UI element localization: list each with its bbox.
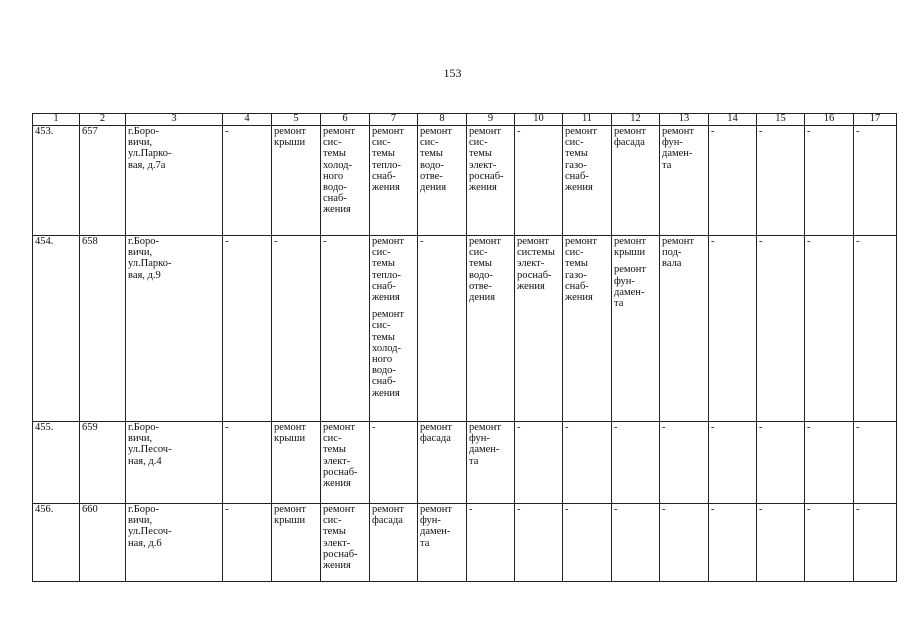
work-item-line: ремонт (469, 236, 502, 247)
work-item-line: тепло- (372, 269, 401, 281)
work-item-line: сис- (323, 433, 342, 445)
work-item-line: фун- (469, 433, 490, 445)
work-item-line: холод- (372, 342, 401, 354)
work-item-line: фасада (372, 515, 403, 527)
column-header: 3 (126, 114, 223, 126)
column-header: 2 (80, 114, 126, 126)
work-item (614, 264, 657, 309)
empty-dash: - (709, 504, 757, 582)
work-item-line: ремонт (662, 126, 695, 137)
work-item-line: ремонт (469, 422, 502, 433)
address-line: ул.Парко- (128, 258, 172, 270)
work-item-line: крыши (274, 515, 306, 527)
work-item-line: отве- (469, 280, 492, 292)
work-item-line: темы (372, 258, 395, 270)
work-item (469, 236, 512, 303)
work-item-line: снаб- (372, 280, 396, 292)
work-item-line: водо- (372, 365, 396, 377)
work-item-line: та (420, 537, 430, 549)
table-row (33, 236, 897, 422)
work-item-line: та (662, 159, 672, 171)
work-item-line: сис- (420, 137, 439, 149)
work-item-line: жения (323, 560, 351, 572)
empty-dash: - (854, 422, 897, 504)
address-line: вичи, (128, 433, 153, 445)
work-cell (467, 422, 515, 504)
work-item-line: та (614, 298, 624, 310)
work-item-line: жения (517, 280, 545, 292)
column-header: 17 (854, 114, 897, 126)
empty-dash: - (223, 504, 272, 582)
work-item (274, 422, 318, 444)
empty-dash: - (709, 422, 757, 504)
work-item-line: ремонт (517, 236, 550, 247)
work-item-line: сис- (469, 247, 488, 259)
empty-dash: - (272, 236, 321, 422)
address-line: г.Боро- (128, 422, 160, 433)
work-item-line: ремонт (372, 504, 405, 515)
work-cell (370, 504, 418, 582)
column-header: 10 (515, 114, 563, 126)
work-item-line: вала (662, 258, 682, 270)
table-row (33, 504, 897, 582)
work-item-line: темы (372, 331, 395, 343)
work-item (662, 126, 706, 171)
work-item-line: темы (469, 258, 492, 270)
work-item (420, 422, 464, 444)
work-cell (660, 236, 709, 422)
empty-dash: - (223, 126, 272, 236)
empty-dash: - (757, 126, 805, 236)
work-item-line: элект- (323, 455, 351, 467)
work-item-line: газо- (565, 159, 587, 171)
work-item (565, 126, 609, 193)
work-item-line: дения (420, 182, 447, 194)
work-item-line: ного (323, 170, 344, 182)
column-header: 8 (418, 114, 467, 126)
address-cell (126, 504, 223, 582)
work-item (372, 236, 415, 303)
work-item-line: снаб- (565, 170, 589, 182)
work-item (323, 422, 367, 489)
work-cell (272, 126, 321, 236)
address-cell (126, 126, 223, 236)
header-row (33, 114, 897, 126)
work-item-line: ремонт (274, 504, 307, 515)
work-item-line: ремонт (274, 126, 307, 137)
work-item-line: ремонт (323, 126, 356, 137)
work-item (662, 236, 706, 270)
work-item-line: дамен- (662, 148, 693, 160)
work-item (469, 422, 512, 467)
work-item-line: сис- (469, 137, 488, 149)
empty-dash: - (805, 236, 854, 422)
work-item-line: отве- (420, 170, 443, 182)
work-item (372, 309, 415, 399)
work-item (469, 126, 512, 193)
address-line: ная, д.6 (128, 537, 162, 549)
work-item-line: ремонт (420, 504, 453, 515)
column-header: 13 (660, 114, 709, 126)
work-item-line: ремонт (614, 264, 647, 276)
work-cell (370, 126, 418, 236)
work-cell (321, 126, 370, 236)
work-item (614, 126, 657, 148)
empty-dash: - (709, 126, 757, 236)
work-item-line: фун- (420, 515, 441, 527)
column-header: 15 (757, 114, 805, 126)
work-item-line: крыши (274, 433, 306, 445)
work-item-line: элект- (517, 258, 545, 270)
work-item-line: ремонт (372, 126, 405, 137)
work-item-line: ремонт (274, 422, 307, 433)
column-header: 9 (467, 114, 515, 126)
empty-dash: - (467, 504, 515, 582)
work-item-line: ремонт (614, 126, 647, 137)
work-item (323, 504, 367, 571)
work-item (614, 236, 657, 258)
row-number: 453. (33, 126, 80, 236)
work-item-line: ремонт (323, 504, 356, 515)
column-header: 7 (370, 114, 418, 126)
work-item-line: газо- (565, 269, 587, 281)
work-item-line: ремонт (662, 236, 695, 247)
empty-dash: - (563, 422, 612, 504)
work-cell (321, 504, 370, 582)
row-number: 456. (33, 504, 80, 582)
repair-schedule-table (32, 113, 897, 582)
work-item-line: жения (323, 204, 351, 216)
work-item-line: темы (469, 148, 492, 160)
work-cell (272, 504, 321, 582)
work-item-line: дения (469, 292, 496, 304)
work-item-line: ремонт (469, 126, 502, 137)
row-code: 660 (80, 504, 126, 582)
empty-dash: - (805, 504, 854, 582)
work-item-line: ремонт (372, 236, 405, 247)
empty-dash: - (757, 504, 805, 582)
work-item-line: дамен- (420, 526, 451, 538)
address-line: ул.Песоч- (128, 444, 172, 456)
work-cell (418, 126, 467, 236)
work-item-line: жения (565, 292, 593, 304)
work-cell (660, 126, 709, 236)
work-item-line: темы (565, 148, 588, 160)
address-cell (126, 422, 223, 504)
address-line: вичи, (128, 137, 153, 149)
address-line: г.Боро- (128, 236, 160, 247)
work-item (274, 126, 318, 148)
column-header: 1 (33, 114, 80, 126)
work-item-line: водо- (469, 269, 493, 281)
work-item-line: сис- (372, 247, 391, 259)
work-item (565, 236, 609, 303)
empty-dash: - (709, 236, 757, 422)
work-item-line: темы (372, 148, 395, 160)
work-item-line: ремонт (614, 236, 647, 247)
row-code: 657 (80, 126, 126, 236)
empty-dash: - (515, 126, 563, 236)
work-cell (612, 236, 660, 422)
work-item-line: элект- (469, 159, 497, 171)
row-number: 454. (33, 236, 80, 422)
empty-dash: - (805, 422, 854, 504)
empty-dash: - (854, 236, 897, 422)
empty-dash: - (757, 236, 805, 422)
work-item-line: сис- (323, 137, 342, 149)
work-cell (370, 236, 418, 422)
work-item-line: крыши (274, 137, 306, 149)
empty-dash: - (223, 422, 272, 504)
work-cell (612, 126, 660, 236)
work-cell (515, 236, 563, 422)
work-item-line: ремонт (372, 309, 405, 321)
address-cell (126, 236, 223, 422)
work-item-line: водо- (420, 159, 444, 171)
work-cell (272, 422, 321, 504)
work-item-line: сис- (565, 247, 584, 259)
column-header: 16 (805, 114, 854, 126)
address-line: г.Боро- (128, 504, 160, 515)
row-code: 659 (80, 422, 126, 504)
column-header: 6 (321, 114, 370, 126)
work-item-line: крыши (614, 247, 646, 259)
address-line: вичи, (128, 515, 153, 527)
work-item-line: ремонт (323, 422, 356, 433)
work-item (274, 504, 318, 526)
empty-dash: - (418, 236, 467, 422)
work-item-line: та (469, 455, 479, 467)
work-item-line: снаб- (372, 170, 396, 182)
work-cell (418, 504, 467, 582)
work-item-line: тепло- (372, 159, 401, 171)
work-cell (563, 236, 612, 422)
column-header: 4 (223, 114, 272, 126)
work-item-line: жения (372, 292, 400, 304)
row-number: 455. (33, 422, 80, 504)
work-item (323, 126, 367, 216)
work-item-line: темы (323, 526, 346, 538)
work-cell (563, 126, 612, 236)
row-code: 658 (80, 236, 126, 422)
work-item-line: сис- (372, 137, 391, 149)
work-item-line: роснаб- (517, 269, 552, 281)
work-item-line: роснаб- (469, 170, 504, 182)
empty-dash: - (612, 422, 660, 504)
work-item-line: сис- (323, 515, 342, 527)
empty-dash: - (321, 236, 370, 422)
work-cell (321, 422, 370, 504)
column-header: 12 (612, 114, 660, 126)
address-line: вая, д.9 (128, 269, 161, 281)
work-cell (418, 422, 467, 504)
work-cell (467, 126, 515, 236)
work-item-line: снаб- (565, 280, 589, 292)
work-item-line: снаб- (372, 376, 396, 388)
work-item-line: системы (517, 247, 555, 259)
empty-dash: - (757, 422, 805, 504)
column-header: 5 (272, 114, 321, 126)
work-item-line: элект- (323, 537, 351, 549)
work-item-line: сис- (372, 320, 391, 332)
work-item (420, 126, 464, 193)
empty-dash: - (854, 126, 897, 236)
work-item-line: фун- (662, 137, 683, 149)
empty-dash: - (515, 504, 563, 582)
column-header: 14 (709, 114, 757, 126)
work-item-line: ремонт (565, 126, 598, 137)
work-item (372, 504, 415, 526)
table-row (33, 422, 897, 504)
empty-dash: - (612, 504, 660, 582)
work-item-line: темы (323, 148, 346, 160)
work-item-line: холод- (323, 159, 352, 171)
address-line: вичи, (128, 247, 153, 259)
work-item-line: дамен- (614, 286, 645, 298)
work-item-line: дамен- (469, 444, 500, 456)
address-line: ул.Парко- (128, 148, 172, 160)
work-item-line: жения (372, 387, 400, 399)
work-item (372, 126, 415, 193)
address-line: вая, д.7а (128, 159, 166, 171)
empty-dash: - (223, 236, 272, 422)
work-item-line: темы (323, 444, 346, 456)
table-body (33, 126, 897, 582)
work-item-line: ного (372, 354, 393, 366)
address-line: г.Боро- (128, 126, 160, 137)
work-item-line: жения (372, 182, 400, 194)
work-item-line: жения (469, 182, 497, 194)
work-item-line: ремонт (420, 422, 453, 433)
work-cell (467, 236, 515, 422)
work-item-line: сис- (565, 137, 584, 149)
empty-dash: - (660, 422, 709, 504)
table-row (33, 126, 897, 236)
work-item-line: под- (662, 247, 682, 259)
work-item-line: фун- (614, 275, 635, 287)
work-item-line: фасада (420, 433, 451, 445)
work-item-line: темы (420, 148, 443, 160)
work-item (517, 236, 560, 292)
work-item-line: роснаб- (323, 466, 358, 478)
work-item-line: ремонт (565, 236, 598, 247)
work-item (420, 504, 464, 549)
work-item-line: ремонт (420, 126, 453, 137)
empty-dash: - (370, 422, 418, 504)
empty-dash: - (854, 504, 897, 582)
work-item-line: роснаб- (323, 548, 358, 560)
work-item-line: темы (565, 258, 588, 270)
empty-dash: - (563, 504, 612, 582)
empty-dash: - (805, 126, 854, 236)
work-item-line: жения (323, 478, 351, 490)
column-header: 11 (563, 114, 612, 126)
empty-dash: - (515, 422, 563, 504)
page-number: 153 (443, 66, 462, 80)
address-line: ная, д.4 (128, 455, 162, 467)
work-item-line: снаб- (323, 193, 347, 205)
work-item-line: жения (565, 182, 593, 194)
work-item-line: фасада (614, 137, 645, 149)
work-item-line: водо- (323, 182, 347, 194)
empty-dash: - (660, 504, 709, 582)
address-line: ул.Песоч- (128, 526, 172, 538)
